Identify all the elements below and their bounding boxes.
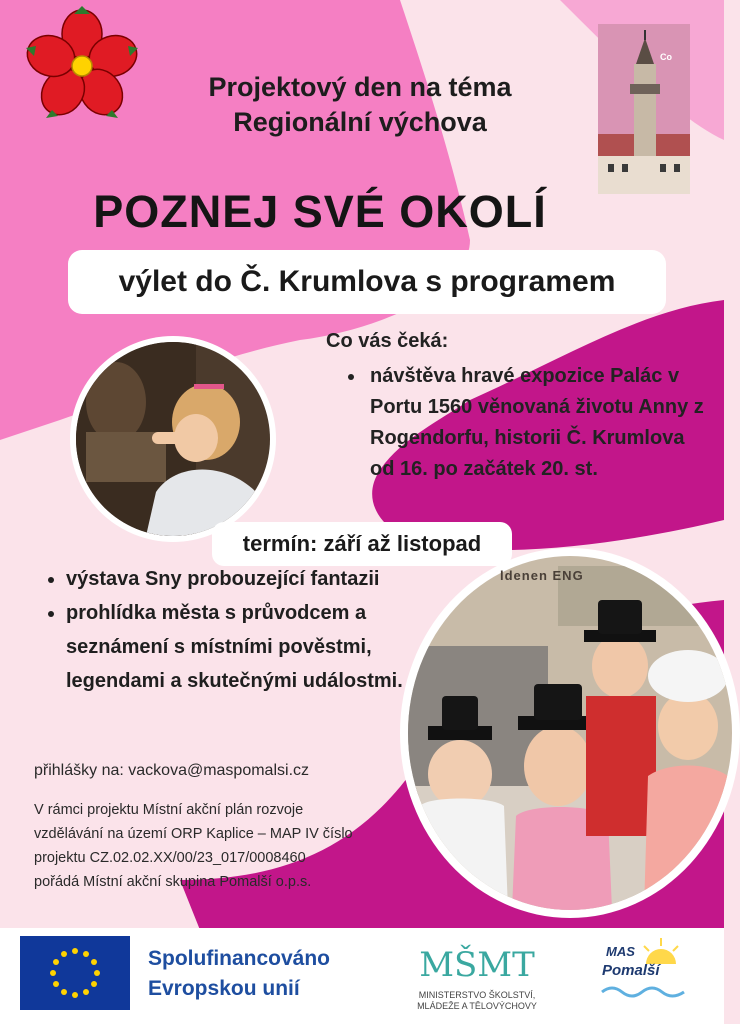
rose-logo	[8, 8, 156, 118]
project-info	[34, 798, 364, 894]
term-label: termín: září až listopad	[212, 522, 512, 566]
program-bullets	[28, 562, 408, 698]
page-title: POZNEJ SVÉ OKOLÍ	[93, 186, 547, 237]
registration-contact: přihlášky na: vackova@maspomalsi.cz	[34, 762, 310, 779]
project-line: V rámci projektu Místní akční plán rozvoje	[34, 802, 304, 818]
project-line: projektu CZ.02.02.XX/00/23_017/0008460	[34, 850, 306, 866]
ministry-line-2: MLÁDEŽE A TĚLOVÝCHOVY	[417, 1001, 537, 1011]
eu-flag-icon	[20, 936, 130, 1010]
what-awaits-list	[326, 361, 706, 485]
what-awaits-section	[326, 326, 706, 485]
project-day-subtitle	[160, 70, 560, 140]
eu-line-2: Evropskou unií	[148, 977, 300, 1000]
list-item: • návštěva hravé expozice Palác v Portu 1560 věnovaná životu Anny z Rogendorfu, historii Č. Krumlova od 16. po začátek 20. st.	[366, 361, 706, 485]
what-awaits-heading: Co vás čeká:	[326, 330, 449, 352]
ministry-name	[392, 990, 562, 1012]
trip-banner: výlet do Č. Krumlova s programem	[68, 250, 666, 314]
tower-photo	[598, 24, 690, 194]
msmt-logo-icon	[419, 932, 535, 988]
eu-line-1: Spolufinancováno	[148, 947, 331, 970]
program-list	[28, 562, 408, 698]
photo-sign-text: ldenen ENG	[500, 568, 584, 583]
list-item: • prohlídka města s průvodcem a seznámení s místními pověstmi, legendami a skutečnými událostmi.	[66, 596, 408, 698]
subtitle-line-1: Projektový den na téma	[208, 72, 512, 102]
children-hats-photo	[400, 548, 740, 918]
girl-looking-photo	[70, 336, 276, 542]
wave-icon	[600, 984, 686, 1000]
subtitle-line-2: Regionální výchova	[233, 107, 487, 137]
list-item: • výstava Sny probouzející fantazii	[66, 562, 408, 596]
mas-logo-label: MAS	[606, 944, 635, 959]
mas-pomalsi-label: Pomalší	[602, 962, 660, 979]
project-line: pořádá Místní akční skupina Pomalší o.p.s.	[34, 874, 312, 890]
tower-photo-label: Co	[660, 52, 672, 62]
eu-cofunded-text	[148, 944, 388, 1004]
project-line: vzdělávání na území ORP Kaplice – MAP IV číslo	[34, 826, 353, 842]
msmt-logo-text: MŠMT	[419, 945, 535, 985]
ministry-line-1: MINISTERSTVO ŠKOLSTVÍ,	[418, 990, 536, 1000]
